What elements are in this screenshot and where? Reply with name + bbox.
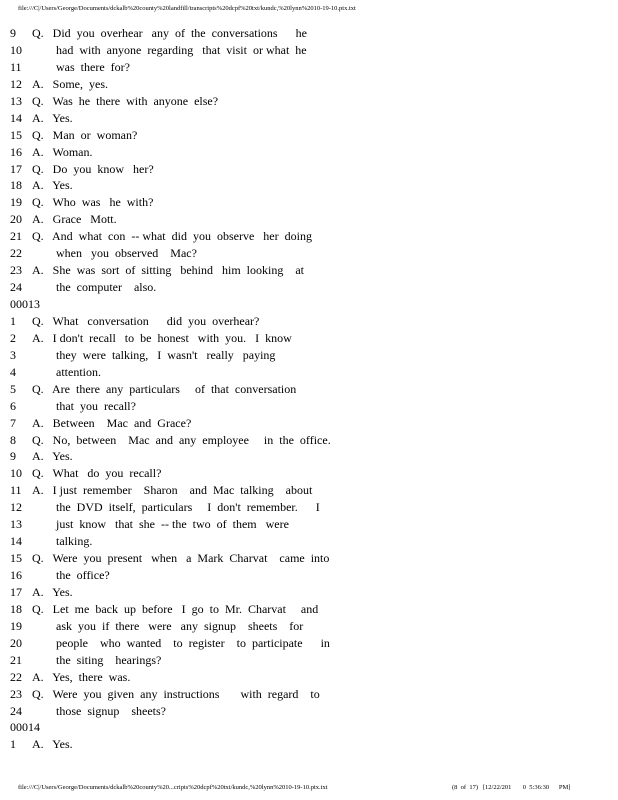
line-text: was there for?: [56, 59, 130, 74]
transcript-body: [10, 25, 610, 753]
transcript-line: [10, 59, 610, 76]
line-text: A. I don't recall to be honest with you. I know: [32, 330, 292, 345]
transcript-line: [10, 211, 610, 228]
transcript-line: [10, 516, 610, 533]
line-text: talking.: [56, 534, 93, 549]
line-number: 24: [10, 703, 22, 718]
line-text: Q. Let me back up before I go to Mr. Charvat and: [32, 601, 319, 616]
transcript-line: [10, 161, 610, 178]
transcript-line: [10, 669, 610, 686]
line-number: 24: [10, 280, 22, 295]
line-text: A. I just remember Sharon and Mac talking about: [32, 483, 313, 498]
transcript-line: [10, 42, 610, 59]
transcript-line: [10, 415, 610, 432]
line-text: that you recall?: [56, 398, 136, 413]
transcript-line: [10, 652, 610, 669]
line-number: 15: [10, 127, 22, 142]
line-text: A. Yes, there was.: [32, 669, 131, 684]
transcript-line: [10, 313, 610, 330]
line-text: A. Yes.: [32, 110, 73, 125]
line-number: 14: [10, 534, 22, 549]
line-number: 16: [10, 568, 22, 582]
transcript-line: [10, 601, 610, 618]
line-text: A. Some, yes.: [32, 76, 108, 91]
file-path-header: file:///C|/Users/George/Documents/dckalb%20county%20landfill/transcripts%20dcpf%20txt/kundc,%20lynn%2010-19-10.ptx.txt: [18, 5, 356, 12]
line-number: 22: [10, 669, 22, 684]
line-text: Q. What do you recall?: [32, 466, 162, 481]
transcript-line: [10, 194, 610, 211]
file-path-footer: file:///C|/Users/George/Documents/dckalb%20county%20...cripts%20dcpf%20txt/kundc,%20lynn%2010-19-10.ptx.txt: [18, 784, 328, 791]
line-number: 2: [10, 330, 16, 345]
page-number: 00013: [10, 297, 40, 311]
transcript-line: [10, 76, 610, 93]
line-number: 16: [10, 144, 22, 159]
line-text: Q. Are there any particulars of that conversation: [32, 381, 297, 396]
line-number: 11: [10, 59, 22, 74]
line-text: Q. Were you given any instructions with regard to: [32, 686, 320, 701]
line-number: 13: [10, 93, 22, 108]
line-text: A. Yes.: [32, 178, 73, 193]
line-text: Q. Who was he with?: [32, 195, 154, 210]
line-text: A. Between Mac and Grace?: [32, 415, 192, 430]
line-number: 1: [10, 313, 16, 328]
transcript-line: [10, 567, 610, 584]
transcript-line: [10, 736, 610, 753]
line-number: 17: [10, 161, 22, 176]
line-text: Q. Was he there with anyone else?: [32, 93, 219, 108]
transcript-line: [10, 110, 610, 127]
line-text: A. Yes.: [32, 449, 73, 464]
transcript-line: [10, 93, 610, 110]
line-number: 8: [10, 432, 16, 447]
transcript-line: [10, 245, 610, 262]
transcript-line: [10, 635, 610, 652]
line-number: 20: [10, 212, 22, 227]
transcript-line: [10, 482, 610, 499]
line-text: the computer also.: [56, 280, 157, 295]
line-text: the DVD itself, particulars I don't remember. I: [56, 500, 320, 515]
line-number: 9: [10, 449, 16, 464]
line-number: 10: [10, 42, 22, 57]
line-number: 10: [10, 466, 22, 481]
line-number: 21: [10, 229, 22, 244]
line-text: had with anyone regarding that visit or what he: [56, 42, 307, 57]
line-text: when you observed Mac?: [56, 246, 197, 261]
line-number: 12: [10, 76, 22, 91]
transcript-line: [10, 550, 610, 567]
line-text: Q. Were you present when a Mark Charvat came into: [32, 551, 330, 566]
transcript-line: [10, 228, 610, 245]
line-text: attention.: [56, 364, 101, 379]
line-text: A. Grace Mott.: [32, 212, 117, 227]
page-info: (8 of 17) [12/22/201 0 5:36:30 PM]: [452, 784, 571, 791]
line-number: 18: [10, 178, 22, 193]
line-text: the siting hearings?: [56, 652, 162, 667]
transcript-line: [10, 533, 610, 550]
line-text: A. Yes.: [32, 584, 73, 599]
line-number: 23: [10, 686, 22, 701]
transcript-line: [10, 127, 610, 144]
line-number: 15: [10, 551, 22, 566]
line-number: 3: [10, 347, 16, 362]
line-number: 14: [10, 110, 22, 125]
transcript-line: [10, 381, 610, 398]
transcript-line: [10, 262, 610, 279]
transcript-line: [10, 347, 610, 364]
transcript-line: [10, 398, 610, 415]
transcript-line: [10, 618, 610, 635]
line-number: 13: [10, 517, 22, 532]
transcript-line: [10, 364, 610, 381]
line-number: 11: [10, 483, 22, 498]
line-number: 19: [10, 195, 22, 210]
line-text: they were talking, I wasn't really paying: [56, 347, 276, 362]
line-number: 21: [10, 652, 22, 667]
line-text: A. She was sort of sitting behind him looking at: [32, 263, 304, 278]
line-text: Q. Man or woman?: [32, 127, 138, 142]
transcript-line: [10, 465, 610, 482]
line-text: ask you if there were any signup sheets for: [56, 618, 304, 633]
line-text: Q. And what con -- what did you observe her doing: [32, 229, 312, 244]
transcript-line: [10, 144, 610, 161]
line-number: 6: [10, 398, 16, 413]
transcript-line: [10, 432, 610, 449]
line-text: A. Yes.: [32, 737, 73, 752]
transcript-line: [10, 279, 610, 296]
transcript-line: [10, 499, 610, 516]
line-text: people who wanted to register to participate in: [56, 635, 330, 650]
line-number: 23: [10, 263, 22, 278]
line-text: just know that she -- the two of them were: [56, 517, 289, 532]
transcript-line: [10, 296, 610, 313]
transcript-line: [10, 703, 610, 720]
transcript-line: [10, 177, 610, 194]
page-number: 00014: [10, 720, 40, 735]
line-text: Q. Do you know her?: [32, 161, 154, 176]
line-number: 1: [10, 737, 16, 752]
line-text: Q. No, between Mac and any employee in the office.: [32, 432, 331, 447]
line-number: 18: [10, 601, 22, 616]
transcript-line: [10, 719, 610, 736]
line-number: 22: [10, 246, 22, 261]
line-text: those signup sheets?: [56, 703, 166, 718]
line-text: the office?: [56, 568, 110, 582]
line-number: 7: [10, 415, 16, 430]
line-number: 20: [10, 635, 22, 650]
line-text: Q. Did you overhear any of the conversations he: [32, 26, 307, 40]
transcript-line: [10, 25, 610, 42]
transcript-line: [10, 584, 610, 601]
transcript-line: [10, 330, 610, 347]
line-number: 4: [10, 364, 16, 379]
line-number: 17: [10, 584, 22, 599]
line-number: 9: [10, 26, 16, 40]
transcript-line: [10, 686, 610, 703]
line-number: 12: [10, 500, 22, 515]
line-number: 19: [10, 618, 22, 633]
transcript-line: [10, 448, 610, 465]
line-text: A. Woman.: [32, 144, 93, 159]
line-number: 5: [10, 381, 16, 396]
line-text: Q. What conversation did you overhear?: [32, 313, 260, 328]
